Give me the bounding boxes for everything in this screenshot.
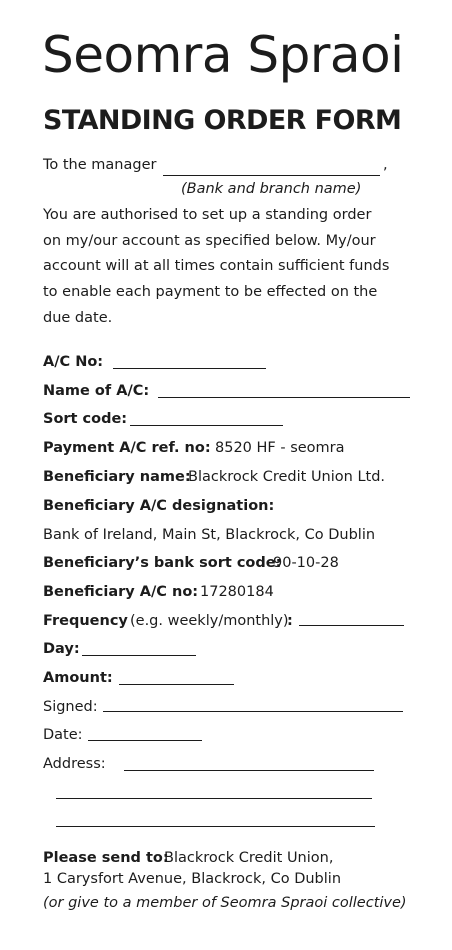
day-field[interactable] <box>82 655 196 656</box>
frequency-label: Frequency <box>43 613 128 629</box>
ac-no-field[interactable] <box>113 368 266 369</box>
intro-line-3: account will at all times contain sufficient funds <box>43 258 390 274</box>
send-to-label: Please send to: <box>43 850 169 866</box>
frequency-field[interactable] <box>299 625 404 626</box>
address-field-line-3[interactable] <box>56 826 375 827</box>
payment-ref-value: 8520 HF - seomra <box>215 440 345 456</box>
intro-line-2: on my/our account as specified below. My/our <box>43 233 376 249</box>
beneficiary-designation-value: Bank of Ireland, Main St, Blackrock, Co Dublin <box>43 527 376 543</box>
beneficiary-designation-label: Beneficiary A/C designation: <box>43 498 275 514</box>
send-to-address: 1 Carysfort Avenue, Blackrock, Co Dublin <box>43 871 342 887</box>
beneficiary-sort-value: 90-10-28 <box>273 555 339 571</box>
intro-line-4: to enable each payment to be effected on the <box>43 284 378 300</box>
address-field-line-1[interactable] <box>124 770 374 771</box>
frequency-colon: : <box>287 613 293 629</box>
sort-code-field[interactable] <box>130 425 283 426</box>
date-label: Date: <box>43 727 83 743</box>
frequency-hint: (e.g. weekly/monthly) <box>130 613 289 629</box>
bank-name-hint: (Bank and branch name) <box>181 181 362 197</box>
form-title: STANDING ORDER FORM <box>43 105 402 136</box>
payment-ref-label: Payment A/C ref. no: <box>43 440 211 456</box>
beneficiary-name-value: Blackrock Credit Union Ltd. <box>188 469 386 485</box>
day-label: Day: <box>43 641 80 657</box>
intro-line-5: due date. <box>43 310 113 326</box>
to-manager-label: To the manager <box>43 157 157 173</box>
beneficiary-sort-label: Beneficiary’s bank sort code: <box>43 555 282 571</box>
ac-no-label: A/C No: <box>43 354 104 370</box>
send-to-value: Blackrock Credit Union, <box>164 850 334 866</box>
address-field-line-2[interactable] <box>56 798 372 799</box>
amount-field[interactable] <box>119 684 234 685</box>
address-label: Address: <box>43 756 106 772</box>
name-of-ac-field[interactable] <box>158 397 410 398</box>
amount-label: Amount: <box>43 670 113 686</box>
beneficiary-ac-label: Beneficiary A/C no: <box>43 584 199 600</box>
date-field[interactable] <box>88 740 202 741</box>
sort-code-label: Sort code: <box>43 411 128 427</box>
intro-line-1: You are authorised to set up a standing order <box>43 207 372 223</box>
brand-title: Seomra Spraoi <box>42 26 404 84</box>
beneficiary-name-label: Beneficiary name: <box>43 469 191 485</box>
name-of-ac-label: Name of A/C: <box>43 383 150 399</box>
signed-label: Signed: <box>43 699 98 715</box>
beneficiary-ac-value: 17280184 <box>200 584 274 600</box>
collective-note: (or give to a member of Seomra Spraoi collective) <box>43 895 407 911</box>
bank-name-field[interactable] <box>163 175 380 176</box>
trailing-comma: , <box>383 157 388 173</box>
signature-field[interactable] <box>103 711 403 712</box>
